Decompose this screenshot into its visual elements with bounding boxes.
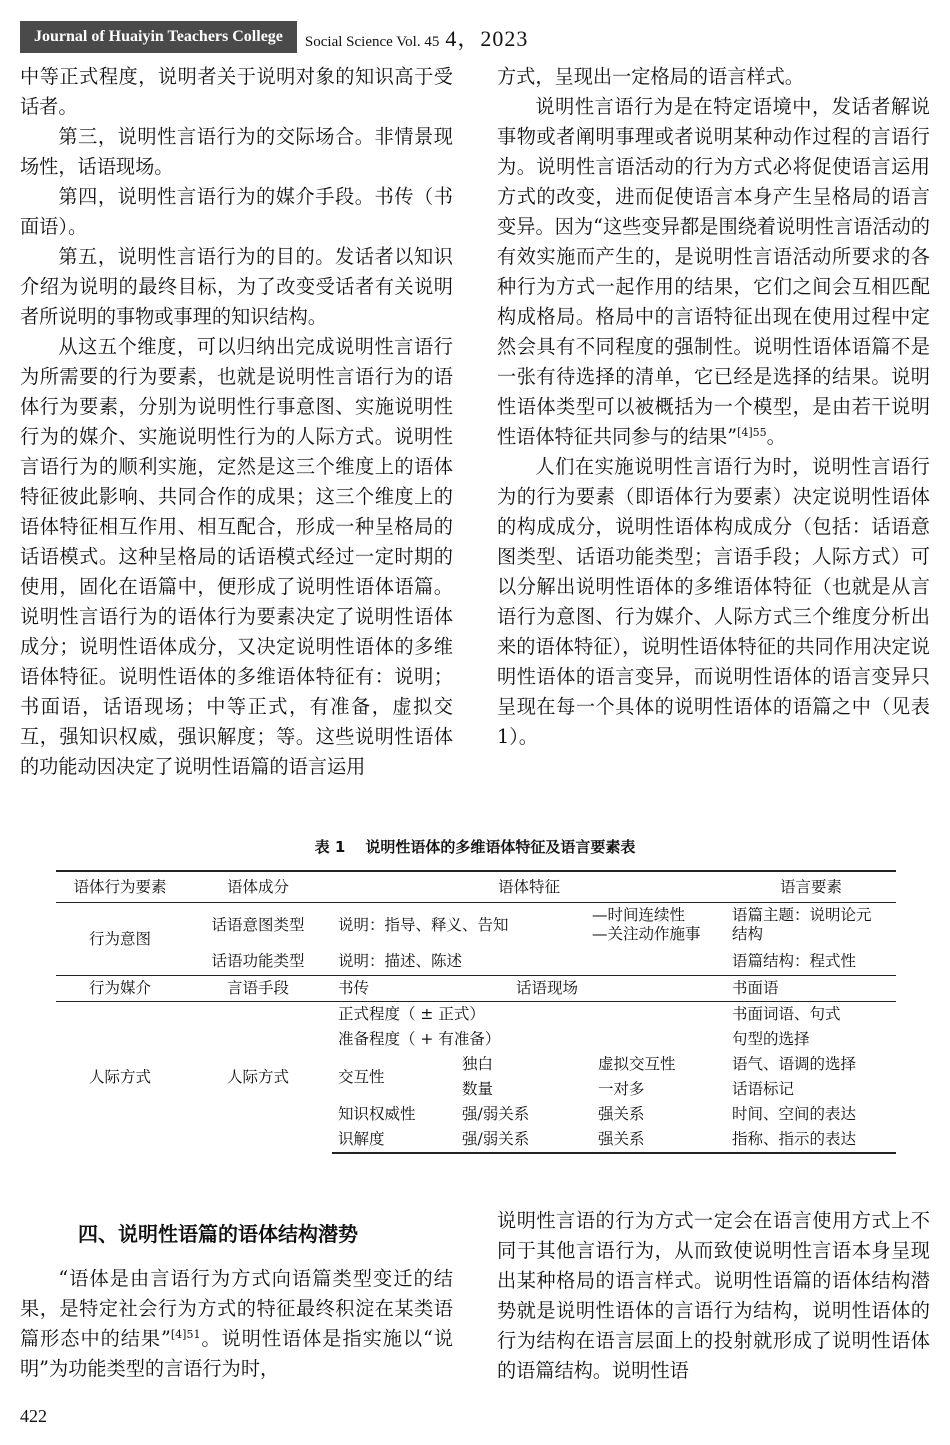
table-cell: 强关系 [598,1105,645,1123]
table-cell: 书面语 [726,976,896,1002]
table-cell: 行为意图 [88,929,151,948]
citation: [4]55 [737,426,767,439]
paragraph: 人们在实施说明性言语行为时，说明性言语行为的行为要素（即语体行为要素）决定说明性语体的构成成分，说明性语体构成成分（包括：话语意图类型、话语功能类型；言语手段；人际方式）可以分解出说明性语体的多维语体特征（也就是从言语行为意图、行为媒介、人际方式三个维度分析出来的语体特征），说明性语体特征的共同作用决定说明性语体的语言变异，而说明性语体的语言变异只呈现在每一个具体的说明性语体的语篇之中（见表 1）。 [497,455,930,748]
table-cell [592,903,726,948]
paragraph: 第四，说明性言语行为的媒介手段。书传（书面语）。 [20,185,453,238]
column-bottom-left [20,1264,453,1384]
table-cell: 人际方式 [56,1002,184,1154]
paragraph-end: 。 [766,425,786,448]
page-number: 422 [20,1406,47,1426]
table-cell: 语篇结构：程式性 [732,951,857,970]
column-bottom-right [497,1206,930,1386]
table-cell: 识解度 [332,1127,456,1153]
table-cell [726,903,896,948]
paragraph-text: 说明性言语行为是在特定语境中，发话者解说事物或者阐明事理或者说明某种动作过程的言语行为。说明性言语活动的行为方式必将促使语言运用方式的改变，进而促使语言本身产生呈格局的语言变异。因为“这些变异都是围绕着说明性言语活动的有效实施而产生的，是说明性言语活动所要求的各种行为方式一起作用的结果，它们之间会互相匹配构成格局。格局中的言语特征出现在使用过程中定然会具有不同程度的强制性。说明性语体语篇不是一张有待选择的清单，它已经是选择的结果。说明性语体类型可以被概括为一个模型，是由若干说明性语体特征共同参与的结果” [497,95,930,448]
table-cell: 强/弱关系 [456,1127,592,1153]
paragraph: 第五，说明性言语行为的目的。发话者以知识介绍为说明的最终目标，为了改变受话者有关说明者所说明的事物或事理的知识结构。 [20,245,453,328]
table-cell: 一对多 [598,1080,645,1098]
feature-sub: —关注动作施事 [592,925,701,943]
table-cell: 强/弱关系 [462,1105,530,1123]
table-row [56,903,896,948]
table-cell: 语气、语调的选择 [732,1055,857,1073]
table-cell: 话语意图类型 [211,915,305,934]
table-cell: 句型的选择 [732,1030,810,1048]
table-cell: 书传 [332,976,456,1002]
table-cell: 数量 [462,1080,494,1098]
table-cell: 人际方式 [184,1002,332,1154]
table-cell: 时间、空间的表达 [732,1105,857,1123]
paragraph [20,1264,453,1384]
table-cell: 准备程度（ + 有准备） [338,1030,501,1048]
table-header: 语体成分 [184,871,332,903]
page-header [20,20,528,54]
section-title: 四、说明性语篇的语体结构潜势 [78,1222,358,1246]
paragraph: 说明性言语的行为方式一定会在语言使用方式上不同于其他言语行为，从而致使说明性言语本身呈现出某种格局的语言样式。说明性语篇的语体结构潜势就是说明性语体的言语行为结构，说明性语体的行为结构在语言层面上的投射就形成了说明性语体的语篇结构。说明性语 [497,1209,930,1382]
paragraph: 中等正式程度，说明者关于说明对象的知识高于受话者。 [20,65,453,118]
column-top-right [497,62,930,752]
table-cell: 话语标记 [732,1080,795,1098]
table-cell: 话语现场 [456,976,726,1002]
table-cell: 强关系 [592,1127,726,1153]
paragraph: 方式，呈现出一定格局的语言样式。 [497,65,804,88]
table-cell: 虚拟交互性 [598,1055,676,1073]
table-cell: 话语功能类型 [211,951,305,970]
table-header: 语言要素 [726,871,896,903]
table-cell: 书面词语、句式 [726,1002,896,1028]
paragraph-text: 。说明性语体是指实施以“说明”为功能类型的言语行为时， [20,1327,454,1380]
paragraph: 第三，说明性言语行为的交际场合。非情景现场性，话语现场。 [20,125,453,178]
paragraph-text: “语体是由言语行为方式向语篇类型变迁的结果，是特定社会行为方式的特征最终积淀在某类语篇形态中的结果” [20,1267,453,1350]
table-title: 说明性语体的多维语体特征及语言要素表 [365,838,636,856]
issue-info [305,22,528,53]
table-caption [0,836,950,857]
table-number: 表 1 [314,838,346,856]
table-header: 语体特征 [332,871,726,903]
table-row [56,976,896,1002]
table-cell: 正式程度（ ± 正式） [332,1002,726,1028]
lang-line: 结构 [732,925,764,943]
table-cell: 行为媒介 [56,976,184,1002]
table-cell: 知识权威性 [338,1105,416,1123]
paragraph: 从这五个维度，可以归纳出完成说明性言语行为所需要的行为要素，也就是说明性言语行为的语体行为要素，分别为说明性行事意图、实施说明性行为的媒介、实施说明性行为的人际方式。说明性言语行为的顺利实施，定然是这三个维度上的语体特征彼此影响、共同合作的成果；这三个维度上的语体特征相互作用、相互配合，形成一种呈格局的话语模式。这种呈格局的话语模式经过一定时期的使用，固化在语篇中，便形成了说明性语体语篇。说明性言语行为的语体行为要素决定了说明性语体成分；说明性语体成分，又决定说明性语体的多维语体特征。说明性语体的多维语体特征有：说明；书面语，话语现场；中等正式，有准备，虚拟交互，强知识权威，强识解度；等。这些说明性语体的功能动因决定了说明性语篇的语言运用 [20,335,453,778]
table-cell: 说明：指导、释义、告知 [338,915,509,934]
table-cell: 交互性 [338,1067,385,1086]
citation: [4]51 [170,1328,201,1341]
table-row [56,1002,896,1028]
table-header-row [56,871,896,903]
column-top-left [20,62,453,782]
table-header: 语体行为要素 [56,871,184,903]
lang-line: 语篇主题：说明论元 [732,906,872,924]
table-cell: 独白 [462,1055,494,1073]
feature-sub: —时间连续性 [592,906,686,924]
issue-number: 4，2023 [445,25,529,51]
feature-table [56,870,896,1154]
section-volume: Social Science Vol. 45 [304,33,440,50]
table-cell: 言语手段 [184,976,332,1002]
journal-name-badge: Journal of Huaiyin Teachers College [20,21,297,53]
table-cell: 说明：描述、陈述 [338,951,463,970]
paragraph [497,92,930,452]
table-cell: 指称、指示的表达 [726,1127,896,1153]
